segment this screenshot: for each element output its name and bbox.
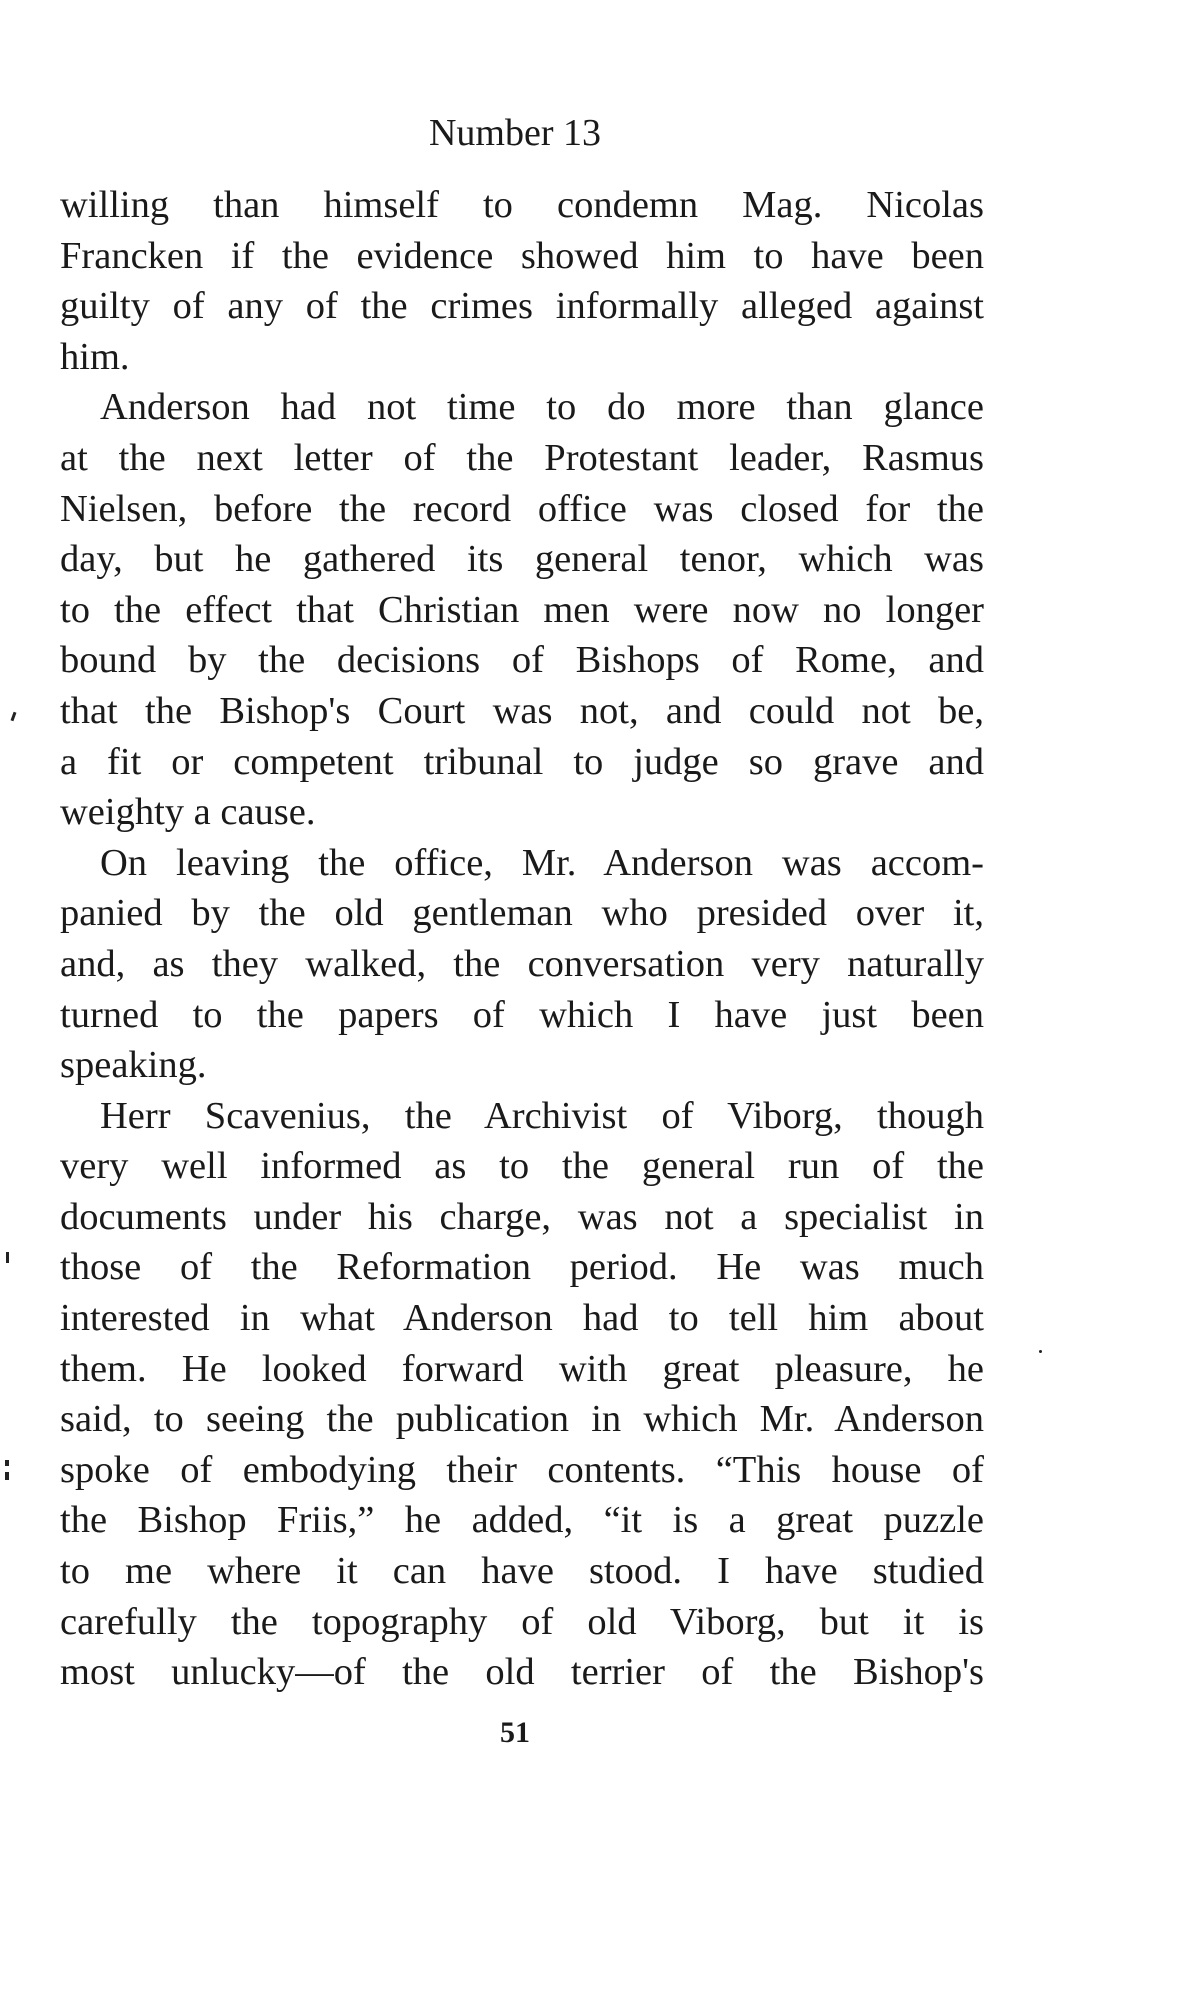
text-line: willing than himself to condemn Mag. Nicolas [60, 184, 984, 226]
text-line: to the effect that Christian men were now no longer [60, 588, 984, 631]
text-line: him. [60, 335, 130, 378]
text-line: panied by the old gentleman who presided over it, [60, 892, 984, 935]
text-line: documents under his charge, was not a specialist in [60, 1195, 984, 1238]
scan-speck [5, 1472, 9, 1480]
text-line: and, as they walked, the conversation very naturally [60, 942, 984, 985]
running-head: Number 13 [428, 112, 602, 154]
text-line: Herr Scavenius, the Archivist of Viborg, though [100, 1094, 984, 1137]
text-line: those of the Reformation period. He was much [60, 1246, 984, 1289]
text-line: Nielsen, before the record office was closed for the [60, 487, 984, 530]
text-line: speaking. [60, 1044, 207, 1087]
text-line: guilty of any of the crimes informally alleged against [60, 285, 984, 328]
text-line: to me where it can have stood. I have studied [60, 1550, 984, 1593]
body-text [60, 180, 984, 1698]
text-line: day, but he gathered its general tenor, which was [60, 538, 984, 581]
text-line: Anderson had not time to do more than glance [100, 386, 984, 429]
text-line: the Bishop Friis,” he added, “it is a great puzzle [60, 1499, 984, 1542]
scan-speck [11, 712, 17, 721]
scan-speck [1039, 1350, 1042, 1353]
scan-speck [6, 1252, 9, 1263]
text-line: a fit or competent tribunal to judge so grave and [60, 740, 984, 783]
text-line: spoke of embodying their contents. “This house of [60, 1448, 984, 1491]
text-line: them. He looked forward with great pleasure, he [60, 1347, 984, 1390]
page-number: 51 [500, 1716, 530, 1749]
text-line: weighty a cause. [60, 791, 316, 834]
text-line: On leaving the office, Mr. Anderson was accom- [100, 841, 984, 884]
text-line: bound by the decisions of Bishops of Rome, and [60, 639, 984, 682]
text-line: turned to the papers of which I have just been [60, 993, 984, 1036]
text-line: at the next letter of the Protestant leader, Rasmus [60, 436, 984, 479]
text-line: said, to seeing the publication in which Mr. Anderson [60, 1398, 984, 1441]
scan-speck [5, 1460, 9, 1466]
text-line: that the Bishop's Court was not, and could not be, [60, 689, 984, 732]
text-line: most unlucky—of the old terrier of the Bishop's [60, 1651, 984, 1694]
text-line: interested in what Anderson had to tell him about [60, 1297, 984, 1340]
text-line: Francken if the evidence showed him to have been [60, 234, 984, 277]
text-line: carefully the topography of old Viborg, but it is [60, 1600, 984, 1643]
text-line: very well informed as to the general run of the [60, 1145, 984, 1188]
